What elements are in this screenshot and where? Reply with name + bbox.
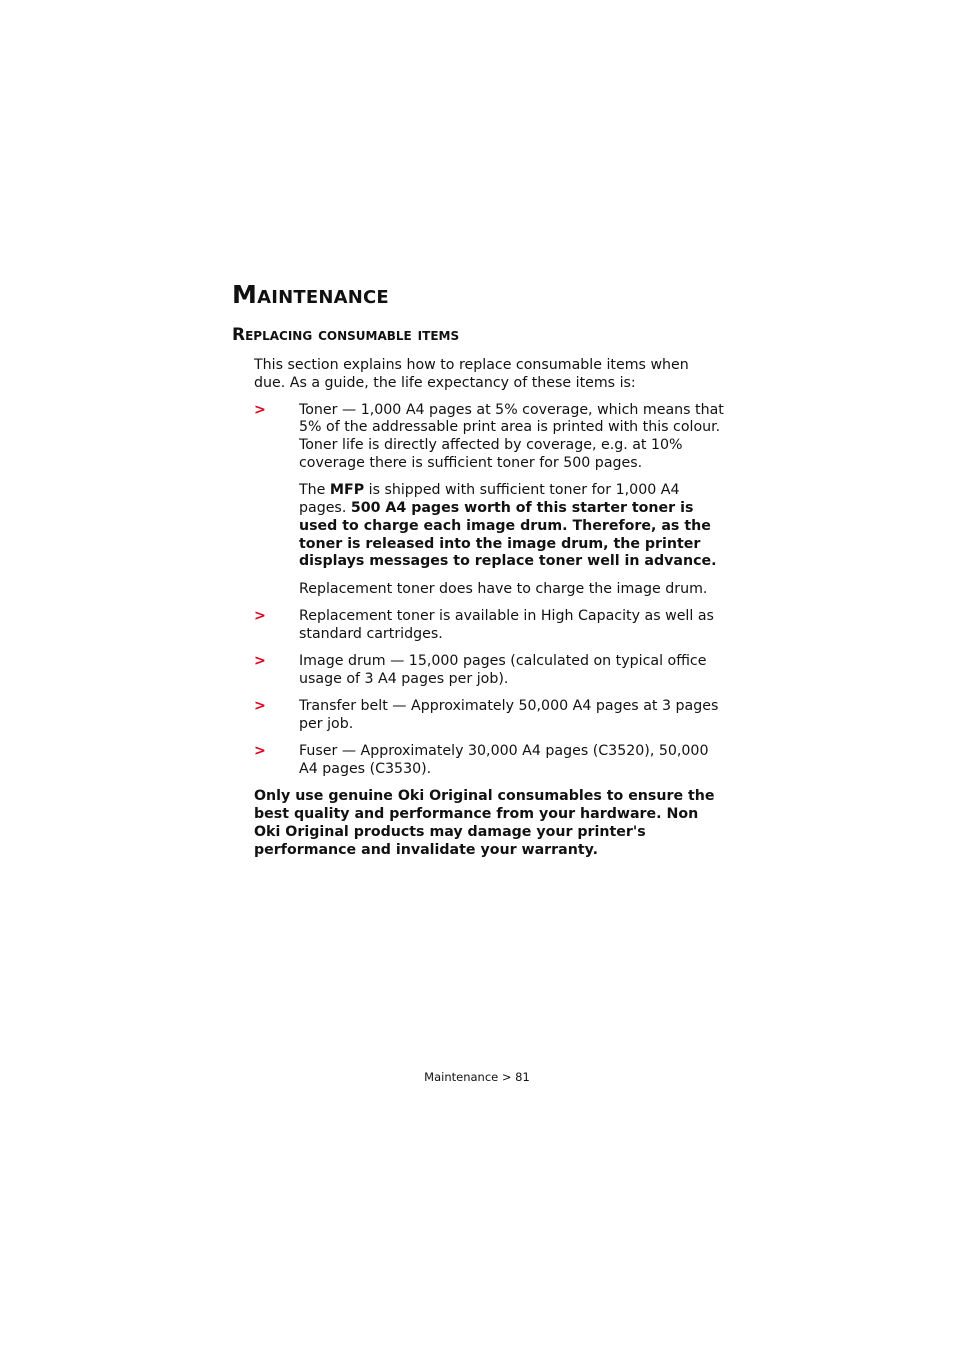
mfp-term: MFP bbox=[329, 482, 365, 499]
bullet-arrow-icon: > bbox=[254, 698, 266, 715]
list-item-toner bbox=[254, 402, 724, 599]
list-item-replacement-toner bbox=[254, 608, 724, 644]
list-item-text: Image drum — 15,000 pages (calculated on typical office usage of 3 A4 pages per job). bbox=[299, 653, 707, 687]
list-item-text: Transfer belt — Approximately 50,000 A4 pages at 3 pages per job. bbox=[299, 698, 719, 733]
intro-paragraph: This section explains how to replace consumable items when due. As a guide, the life expectancy of these items is: bbox=[254, 357, 689, 391]
list-item-text: Toner — 1,000 A4 pages at 5% coverage, which means that 5% of the addressable print area is printed with this colour. Toner life is directly affected by coverage, e.g. at 10% coverage there is sufficient toner for 500 pages. bbox=[299, 401, 724, 471]
warning-paragraph: Only use genuine Oki Original consumables to ensure the best quality and performance from your hardware. Non Oki Original products may damage your printer's performance and invalidate your warranty. bbox=[254, 788, 715, 858]
list-item-text: Replacement toner is available in High Capacity as well as standard cartridges. bbox=[299, 608, 714, 642]
bullet-arrow-icon: > bbox=[254, 608, 266, 625]
list-item-image-drum bbox=[254, 653, 724, 689]
section-title: Replacing consumable items bbox=[232, 325, 460, 345]
list-item-fuser bbox=[254, 743, 724, 779]
toner-note-2: Replacement toner does have to charge the image drum. bbox=[299, 580, 708, 597]
list-item-text: Fuser — Approximately 30,000 A4 pages (C3520), 50,000 A4 pages (C3530). bbox=[299, 743, 709, 778]
main-content bbox=[254, 357, 724, 860]
list-item-transfer-belt bbox=[254, 698, 724, 734]
page-title: Maintenance bbox=[232, 280, 389, 309]
toner-note: The MFP is shipped with sufficient toner for 1,000 A4 pages. 500 A4 pages worth of this starter toner is used to charge each image drum. Therefore, as the toner is released into the image drum, the printer displays messages to replace toner well in advance. bbox=[299, 482, 717, 570]
page-footer: Maintenance > 81 bbox=[424, 1070, 530, 1084]
bullet-arrow-icon: > bbox=[254, 401, 266, 418]
starter-toner-notice: 500 A4 pages worth of this starter toner is used to charge each image drum. Therefore, as the toner is released into the image drum, the printer displays messages to replace toner well in advance. bbox=[299, 500, 717, 570]
bullet-arrow-icon: > bbox=[254, 653, 266, 670]
bullet-arrow-icon: > bbox=[254, 743, 266, 760]
